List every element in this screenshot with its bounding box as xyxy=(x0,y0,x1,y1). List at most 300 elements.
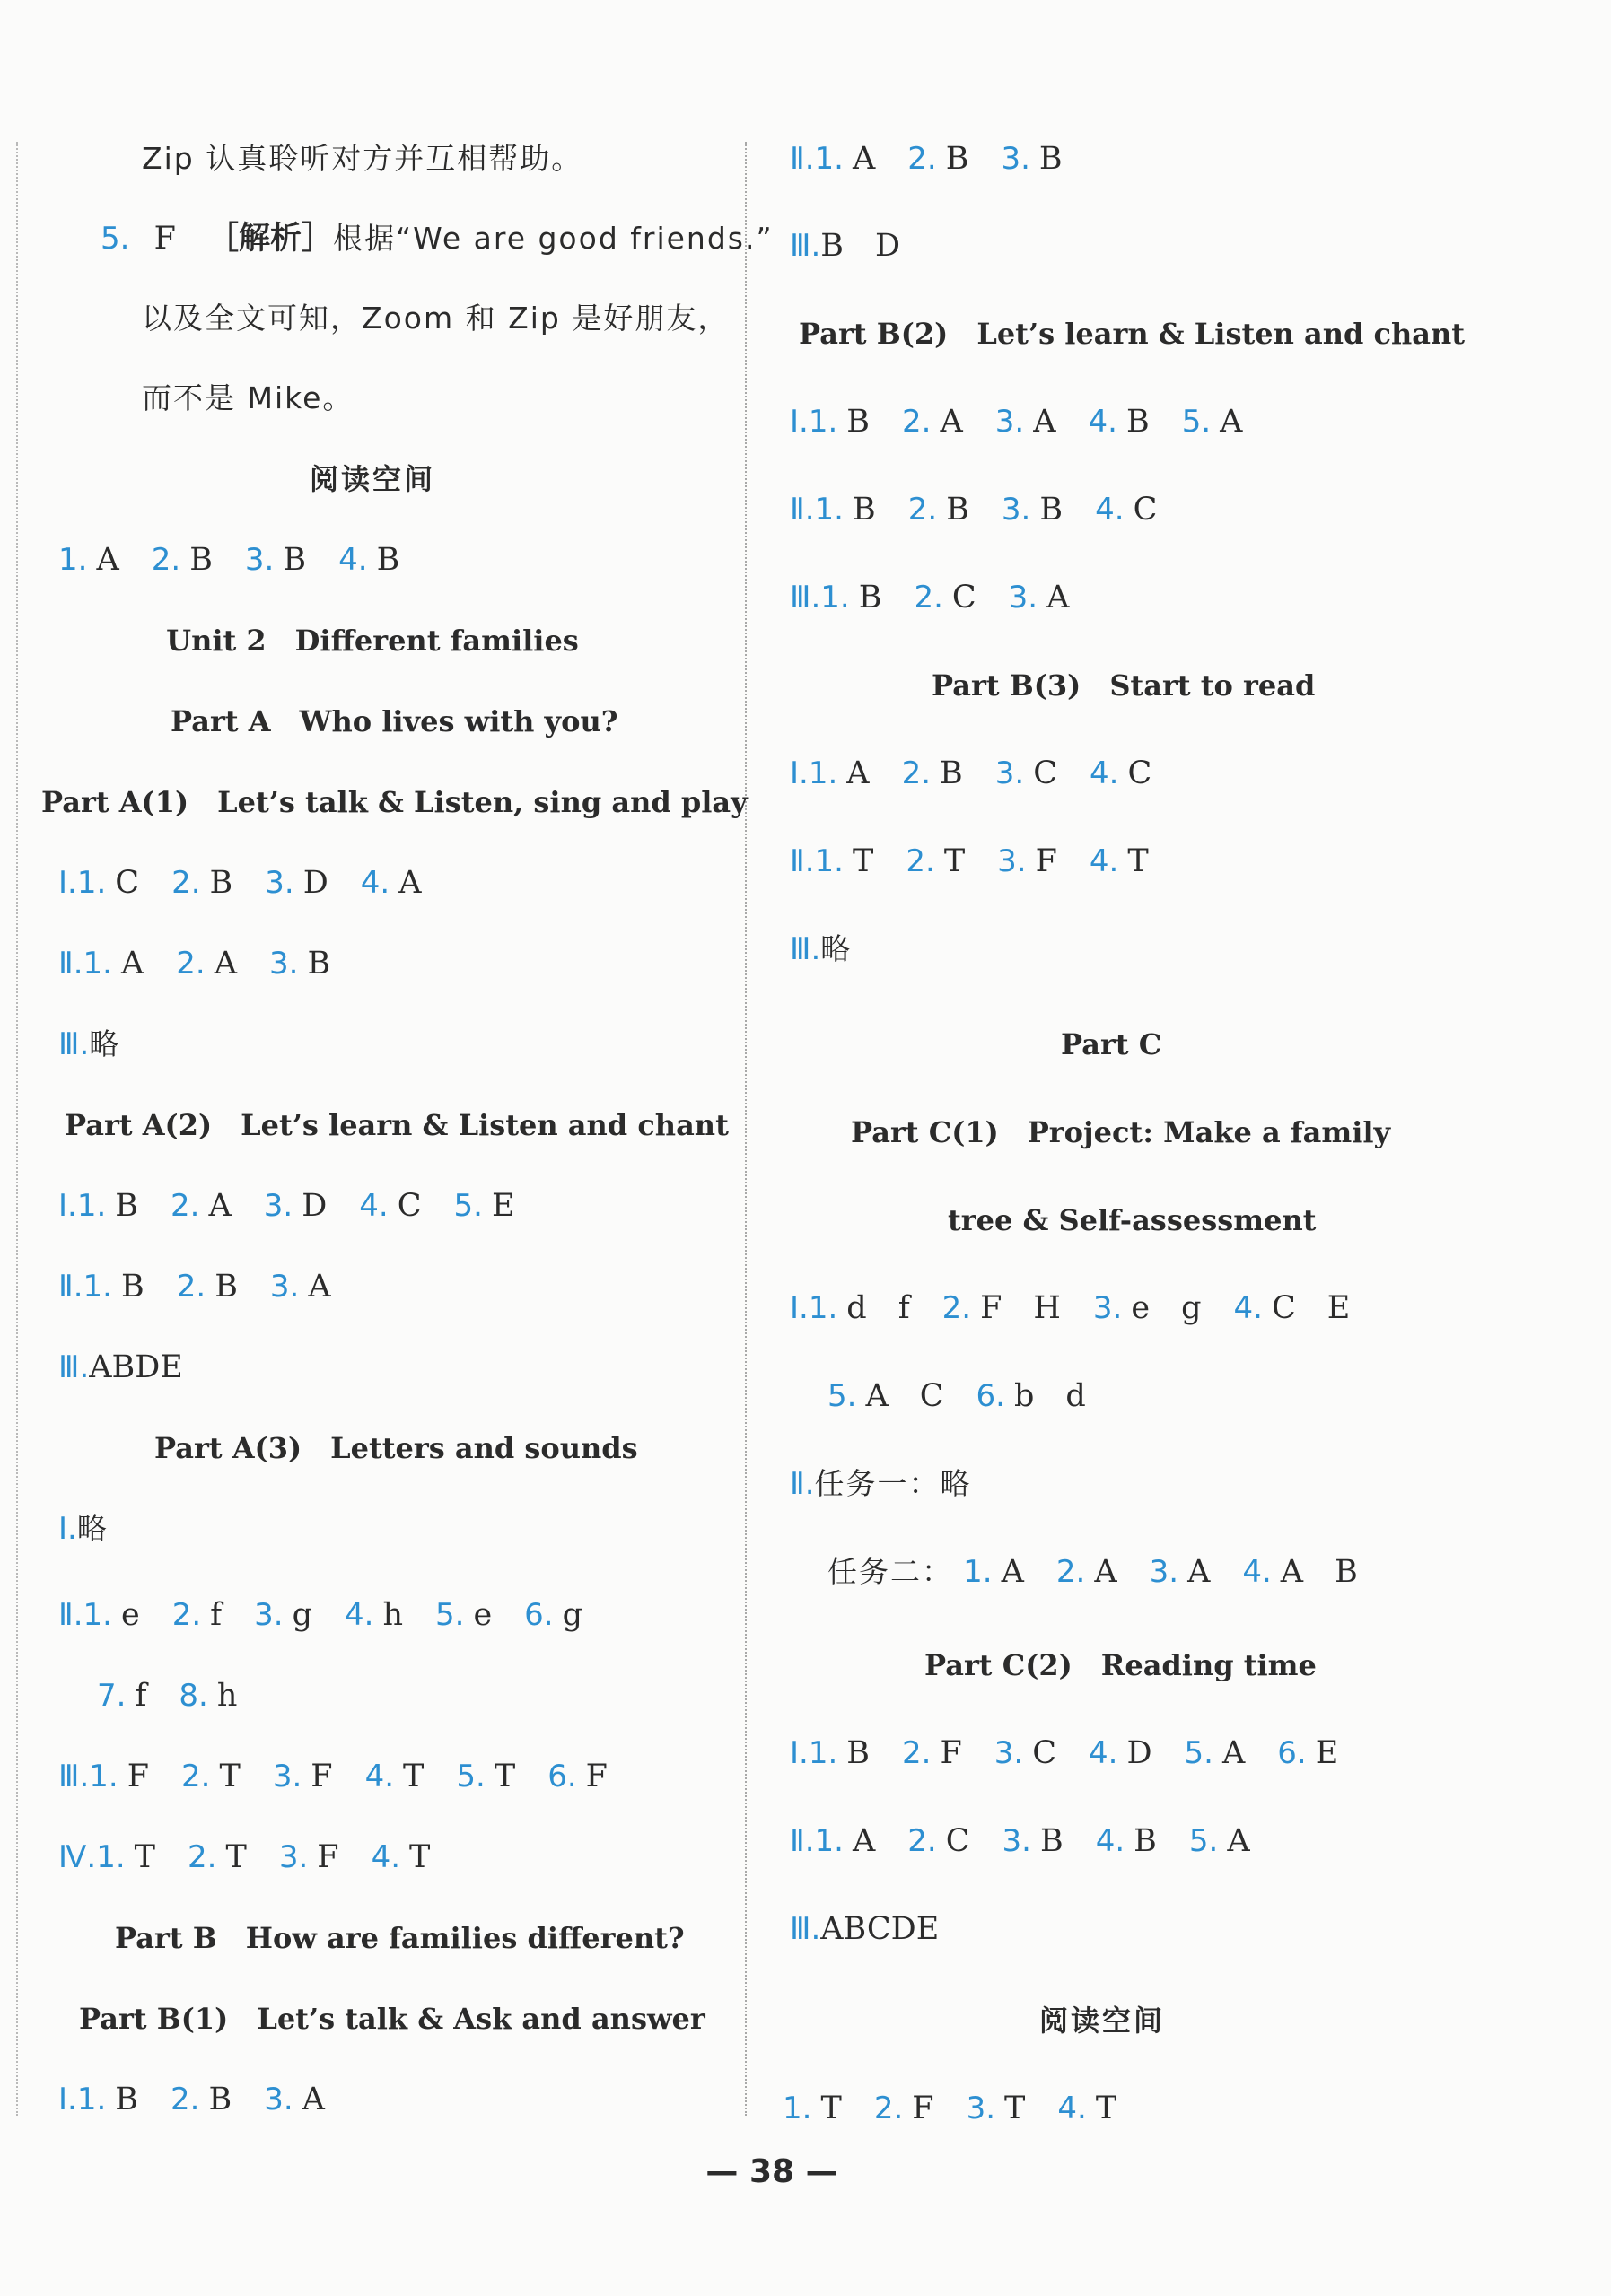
answer-value: A xyxy=(940,404,963,440)
question-number: 3. xyxy=(265,865,294,901)
question-number: 2. xyxy=(1055,1554,1086,1590)
question-number: 2. xyxy=(873,2091,904,2126)
answer-row xyxy=(58,1595,582,1635)
answer-item xyxy=(456,1759,515,1794)
section-roman: Ⅱ. xyxy=(58,1269,83,1305)
answer-value: T xyxy=(943,843,966,879)
answer-item xyxy=(265,865,328,901)
answer-value: A xyxy=(1033,404,1056,440)
question-number: 4. xyxy=(1089,843,1119,879)
subpart-title: Part C(1) Project: Make a family xyxy=(851,1115,1391,1149)
answer-item xyxy=(83,1269,144,1305)
question-number: 3. xyxy=(994,1735,1024,1771)
answer-item xyxy=(435,1597,492,1633)
question-number: 2. xyxy=(902,1735,932,1771)
question-number: 2. xyxy=(176,946,206,982)
section-roman: Ⅰ. xyxy=(790,1290,809,1326)
answer-item xyxy=(359,1188,421,1224)
answer-item xyxy=(338,542,399,578)
answer-value: D xyxy=(302,865,328,901)
answer-item xyxy=(815,1823,876,1859)
answer-value: F xyxy=(153,221,176,257)
answer-value: F xyxy=(1035,843,1057,879)
answer-value: B xyxy=(115,2082,139,2117)
answer-row xyxy=(790,1464,972,1504)
answer-item xyxy=(83,1597,140,1633)
question-number: 4. xyxy=(1057,2091,1087,2126)
question-number: 1. xyxy=(83,1269,112,1305)
question-number: 2. xyxy=(188,1839,217,1875)
answer-value: h xyxy=(216,1678,238,1714)
answer-item xyxy=(906,843,965,879)
answer-value: e g xyxy=(1131,1290,1202,1326)
answer-row xyxy=(790,754,1151,793)
answer-item xyxy=(1056,1554,1117,1590)
answer-value: B xyxy=(858,580,882,615)
answer-item xyxy=(1234,1290,1351,1326)
question-number: 4. xyxy=(1233,1290,1263,1326)
answer-value: A B xyxy=(1280,1554,1358,1590)
question-number: 2. xyxy=(171,1597,202,1633)
section-roman: Ⅰ. xyxy=(58,2082,77,2117)
answer-value: b d xyxy=(1013,1378,1086,1414)
answer-row xyxy=(58,1838,430,1877)
question-number: 3. xyxy=(1002,1823,1031,1859)
section-roman: Ⅲ. xyxy=(58,1026,90,1062)
question-number: 5. xyxy=(456,1759,486,1794)
question-number: 2. xyxy=(181,1759,211,1794)
question-number: 2. xyxy=(902,404,932,440)
question-number: 1. xyxy=(808,1735,838,1771)
subpart-title: Part B(1) Let’s talk & Ask and answer xyxy=(79,2002,705,2036)
question-number: 4. xyxy=(364,1759,395,1794)
answer-row xyxy=(58,944,330,983)
answer-item xyxy=(1095,492,1157,528)
subpart-title-cont: tree & Self-assessment xyxy=(948,1203,1317,1237)
answer-item xyxy=(77,1188,138,1224)
explanation-line: 而不是 Mike。 xyxy=(142,380,355,415)
question-number: 5. xyxy=(1188,1823,1219,1859)
question-number: 4. xyxy=(345,1597,374,1633)
section-roman: Ⅲ. xyxy=(58,1349,90,1385)
answer-value: D xyxy=(1126,1735,1152,1771)
question-number: 1. xyxy=(808,1290,838,1326)
answer-value: B xyxy=(215,1269,238,1305)
answer-item xyxy=(1182,404,1243,440)
section-roman: Ⅰ. xyxy=(58,1188,77,1224)
question-number: 8. xyxy=(179,1678,208,1714)
question-number: 3. xyxy=(278,1839,309,1875)
answer-value: g xyxy=(562,1597,583,1633)
question-number: 4. xyxy=(1095,1823,1125,1859)
answer-row xyxy=(790,1733,1338,1773)
answer-value: A xyxy=(853,1823,876,1859)
answer-item xyxy=(995,755,1057,791)
answer-value: C E xyxy=(1271,1290,1351,1326)
section-roman: Ⅱ. xyxy=(790,1823,815,1859)
section-roman: Ⅱ. xyxy=(58,946,83,982)
explanation-line: 以及全文可知，Zoom 和 Zip 是好朋友， xyxy=(142,301,730,336)
answer-item xyxy=(279,1839,339,1875)
question-number: 1. xyxy=(89,1759,118,1794)
subpart-title: Part A(3) Letters and sounds xyxy=(154,1431,638,1465)
answer-item xyxy=(454,1188,515,1224)
analysis-text: 根据“We are good friends.” xyxy=(333,221,774,256)
answer-item xyxy=(994,1735,1056,1771)
answer-item xyxy=(171,2082,232,2117)
question-number: 1. xyxy=(83,946,112,982)
question-number: 3. xyxy=(994,755,1025,791)
unit-title: Unit 2 Different families xyxy=(166,624,579,658)
question-number: 1. xyxy=(814,141,844,177)
answer-item xyxy=(58,542,119,578)
answer-value: B xyxy=(940,755,963,791)
answer-item xyxy=(815,843,874,879)
question-number: 2. xyxy=(151,542,181,578)
answer-value: B xyxy=(946,492,969,528)
answer-item xyxy=(1009,580,1070,615)
answer-row xyxy=(790,226,900,266)
answer-value: A xyxy=(853,141,876,177)
answer-row xyxy=(97,1676,237,1715)
answer-value: F xyxy=(127,1759,149,1794)
explanation-line: Zip 认真聆听对方并互相帮助。 xyxy=(142,141,583,176)
answer-item xyxy=(273,1759,333,1794)
answer-item xyxy=(1277,1735,1338,1771)
answer-row xyxy=(58,540,399,580)
answer-value: B xyxy=(945,141,969,177)
answer-item xyxy=(967,2091,1026,2126)
answer-value: T xyxy=(494,1759,516,1794)
answer-item xyxy=(1057,2091,1116,2126)
answer-row xyxy=(827,1552,1358,1592)
answer-value: B xyxy=(121,1269,144,1305)
answer-item xyxy=(372,1839,431,1875)
question-number: 2. xyxy=(914,580,943,615)
left-margin-rule xyxy=(16,142,18,2116)
question-number: 3. xyxy=(244,542,275,578)
answer-value: B xyxy=(1125,404,1150,440)
question-number: 3. xyxy=(966,2091,996,2126)
answer-item xyxy=(1150,1554,1211,1590)
question-number: 2. xyxy=(171,1188,200,1224)
answer-item xyxy=(963,1554,1024,1590)
question-number: 1. xyxy=(814,1823,844,1859)
answer-item xyxy=(1089,404,1150,440)
answer-item xyxy=(177,1269,238,1305)
answer-item xyxy=(995,404,1056,440)
answer-row xyxy=(790,402,1242,441)
answer-item xyxy=(809,404,870,440)
answer-row xyxy=(790,490,1157,529)
answer-item xyxy=(976,1378,1086,1414)
answer-value: f xyxy=(135,1678,147,1714)
answer-value: e xyxy=(121,1597,140,1633)
answer-item xyxy=(1189,1823,1250,1859)
question-number: 4. xyxy=(1088,404,1117,440)
answer-value: B xyxy=(853,492,876,528)
section-roman: Ⅰ. xyxy=(58,865,77,901)
answer-text: 略 xyxy=(820,931,853,966)
question-number: 3. xyxy=(254,1597,284,1633)
answer-item xyxy=(809,755,870,791)
subpart-title: Part B(3) Start to read xyxy=(932,668,1316,703)
answer-value: C xyxy=(1133,492,1158,528)
question-number: 3. xyxy=(1092,1290,1123,1326)
answer-item xyxy=(827,1378,944,1414)
answer-value: B xyxy=(115,1188,139,1224)
section-roman: Ⅱ. xyxy=(790,1466,815,1502)
answer-value: B xyxy=(208,2082,232,2117)
answer-value: d f xyxy=(846,1290,910,1326)
question-number: 1. xyxy=(963,1554,993,1590)
question-number: 1. xyxy=(96,1839,126,1875)
section-roman: Ⅱ. xyxy=(790,141,815,177)
question-number: 1. xyxy=(783,2091,812,2126)
answer-value: F xyxy=(585,1759,608,1794)
question-number: 3. xyxy=(1001,141,1030,177)
question-number: 3. xyxy=(263,1188,293,1224)
section-roman: Ⅰ. xyxy=(790,404,809,440)
answer-value: C xyxy=(1127,755,1152,791)
question-number: 5. xyxy=(827,1378,857,1414)
question-number: 2. xyxy=(907,141,937,177)
question-number: 5. xyxy=(435,1597,465,1633)
answer-value: A xyxy=(96,542,119,578)
answer-item xyxy=(365,1759,425,1794)
question-number: 3. xyxy=(269,1269,300,1305)
question-number: 6. xyxy=(547,1759,577,1794)
answer-item xyxy=(547,1759,608,1794)
question-number: 5. xyxy=(1181,404,1212,440)
answer-item xyxy=(809,1735,870,1771)
answer-value: C xyxy=(951,580,976,615)
answer-item xyxy=(524,1597,582,1633)
answer-value: A xyxy=(1220,404,1243,440)
answer-value: E xyxy=(1315,1735,1339,1771)
question-number: 2. xyxy=(907,1823,937,1859)
question-number: 2. xyxy=(901,755,932,791)
answer-row xyxy=(58,863,422,903)
answer-item xyxy=(264,2082,325,2117)
question-number: 2. xyxy=(171,2082,200,2117)
answer-item xyxy=(997,843,1057,879)
answer-value: h xyxy=(382,1597,403,1633)
section-title-reading: 阅读空间 xyxy=(1039,2004,1166,2038)
question-number: 4. xyxy=(1242,1554,1272,1590)
page-number: — 38 — xyxy=(705,2153,838,2190)
answer-item xyxy=(1096,1823,1157,1859)
answer-item xyxy=(907,141,968,177)
section-title-reading: 阅读空间 xyxy=(309,462,435,496)
question-number: 2. xyxy=(171,865,201,901)
answer-item xyxy=(820,580,881,615)
answer-row xyxy=(58,1509,109,1549)
answer-item xyxy=(179,1678,237,1714)
answer-item xyxy=(361,865,422,901)
answer-row xyxy=(783,2089,1116,2128)
answer-text: 略 xyxy=(89,1026,121,1061)
subpart-title: Part C(2) Reading time xyxy=(924,1648,1317,1682)
answer-value: T xyxy=(403,1759,425,1794)
question-number: 4. xyxy=(1090,755,1119,791)
answer-item xyxy=(1001,141,1062,177)
answer-item xyxy=(1185,1735,1246,1771)
answer-row xyxy=(58,1025,120,1064)
answer-value: B xyxy=(846,1735,871,1771)
answer-value: f xyxy=(210,1597,223,1633)
question-number: 1. xyxy=(820,580,850,615)
question-number: 3. xyxy=(269,946,299,982)
answer-item xyxy=(345,1597,403,1633)
answer-item xyxy=(77,2082,138,2117)
answer-item xyxy=(176,946,237,982)
answer-value: B xyxy=(376,542,400,578)
question-number: 7. xyxy=(97,1678,127,1714)
answer-item xyxy=(815,492,876,528)
answer-item xyxy=(188,1839,247,1875)
answer-item xyxy=(181,1759,241,1794)
part-title: Part C xyxy=(1061,1027,1162,1061)
answer-value: A C xyxy=(865,1378,944,1414)
answer-item xyxy=(270,1269,331,1305)
answer-value: F H xyxy=(980,1290,1061,1326)
answer-text: B D xyxy=(820,228,901,264)
subpart-title: Part A(2) Let’s learn & Listen and chant xyxy=(65,1108,729,1142)
answer-value: A xyxy=(121,946,144,982)
item-5-explanation xyxy=(101,219,774,258)
answer-row xyxy=(790,930,852,969)
answer-row xyxy=(58,1186,515,1226)
question-number: 4. xyxy=(1095,492,1125,528)
answer-value: B xyxy=(1039,1823,1064,1859)
answer-value: A xyxy=(846,755,870,791)
answer-item xyxy=(942,1290,1061,1326)
answer-item xyxy=(783,2091,842,2126)
section-roman: Ⅲ. xyxy=(58,1759,90,1794)
answer-value: A xyxy=(1221,1735,1246,1771)
part-title: Part B How are families different? xyxy=(115,1921,685,1955)
answer-value: T xyxy=(1095,2091,1117,2126)
answer-row xyxy=(790,1821,1250,1861)
question-number: 2. xyxy=(176,1269,206,1305)
answer-item xyxy=(908,492,969,528)
answer-value: A xyxy=(308,1269,331,1305)
answer-value: T xyxy=(409,1839,431,1875)
answer-value: B xyxy=(1039,492,1064,528)
question-number: 1. xyxy=(76,865,107,901)
answer-value: B xyxy=(283,542,307,578)
answer-value: T xyxy=(853,843,874,879)
section-roman: Ⅰ. xyxy=(790,1735,809,1771)
question-number: 3. xyxy=(994,404,1025,440)
answer-value: T xyxy=(225,1839,247,1875)
answer-item xyxy=(1090,755,1151,791)
part-title: Part A Who lives with you? xyxy=(171,704,618,738)
answer-value: F xyxy=(317,1839,339,1875)
answer-item xyxy=(1093,1290,1202,1326)
answer-item xyxy=(914,580,976,615)
section-roman: Ⅰ. xyxy=(790,755,809,791)
answer-value: B xyxy=(307,946,331,982)
question-number: 3. xyxy=(997,843,1027,879)
subpart-title: Part B(2) Let’s learn & Listen and chant xyxy=(799,317,1466,351)
question-number: 4. xyxy=(1089,1735,1118,1771)
subpart-title: Part A(1) Let’s talk & Listen, sing and play xyxy=(41,785,748,819)
question-number: 3. xyxy=(1001,492,1031,528)
answer-value: A xyxy=(214,946,238,982)
answer-item xyxy=(83,946,144,982)
question-number: 5. xyxy=(1184,1735,1213,1771)
answer-value: F xyxy=(912,2091,934,2126)
answer-row xyxy=(58,2080,325,2119)
answer-item xyxy=(254,1597,312,1633)
question-number: 2. xyxy=(941,1290,972,1326)
answer-value: B xyxy=(209,865,233,901)
answer-value: B xyxy=(189,542,213,578)
answer-item xyxy=(152,542,213,578)
answer-row xyxy=(790,578,1069,617)
answer-row xyxy=(790,1288,1350,1328)
answer-item xyxy=(1002,1823,1064,1859)
answer-item xyxy=(815,141,876,177)
answer-item xyxy=(902,404,963,440)
question-number: 4. xyxy=(360,865,390,901)
question-number: 4. xyxy=(371,1839,401,1875)
question-number: 1. xyxy=(76,2082,107,2117)
question-number: 3. xyxy=(1008,580,1038,615)
answer-value: C xyxy=(397,1188,422,1224)
section-roman: Ⅲ. xyxy=(790,228,821,264)
answer-item xyxy=(172,1597,222,1633)
answer-text: ABCDE xyxy=(820,1911,940,1947)
section-roman: Ⅳ. xyxy=(58,1839,97,1875)
question-number: 1. xyxy=(83,1597,112,1633)
answer-value: B xyxy=(846,404,871,440)
question-number: 3. xyxy=(264,2082,293,2117)
answer-item xyxy=(1090,843,1149,879)
answer-item xyxy=(264,1188,328,1224)
answer-item xyxy=(874,2091,934,2126)
question-number: 1. xyxy=(58,542,88,578)
question-number: 1. xyxy=(808,404,838,440)
answer-item xyxy=(809,1290,910,1326)
answer-value: C xyxy=(115,865,140,901)
section-roman: Ⅱ. xyxy=(790,843,815,879)
answer-item xyxy=(1089,1735,1152,1771)
answer-value: F xyxy=(940,1735,962,1771)
question-number: 1. xyxy=(814,843,844,879)
answer-value: g xyxy=(292,1597,312,1633)
answer-item xyxy=(171,865,232,901)
answer-value: A xyxy=(208,1188,232,1224)
question-number: 1. xyxy=(814,492,844,528)
answer-value: C xyxy=(1033,755,1057,791)
answer-value: e xyxy=(473,1597,493,1633)
question-number: 3. xyxy=(1149,1554,1179,1590)
question-number: 1. xyxy=(76,1188,107,1224)
answer-item xyxy=(907,1823,969,1859)
answer-value: A xyxy=(302,2082,325,2117)
question-number: 5. xyxy=(101,221,130,257)
answer-item xyxy=(1242,1554,1357,1590)
section-roman: Ⅲ. xyxy=(790,931,821,967)
answer-row xyxy=(790,139,1063,179)
answer-row xyxy=(58,1757,608,1796)
question-number: 6. xyxy=(1277,1735,1307,1771)
answer-item xyxy=(77,865,139,901)
answer-value: B xyxy=(1134,1823,1157,1859)
